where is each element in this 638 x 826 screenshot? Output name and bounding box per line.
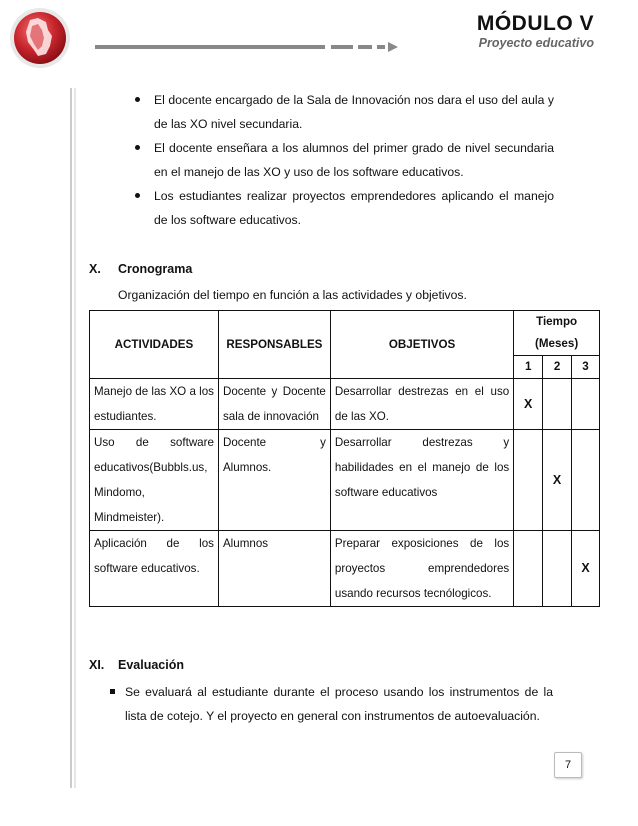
cell-mark: X [543, 430, 572, 531]
bullet-icon [135, 145, 140, 150]
list-item [154, 136, 554, 184]
square-bullet-icon [110, 689, 115, 694]
cell-actividad: Manejo de las XO a los estudiantes. [90, 379, 219, 430]
cell-responsables: Docente y Alumnos. [218, 430, 330, 531]
header-tiempo: Tiempo [514, 311, 600, 334]
cell-objetivos: Desarrollar destrezas y habilidades en el manejo de los software educativos [330, 430, 513, 531]
cell-empty [572, 430, 600, 531]
list-item-text: El docente encargado de la Sala de Innovación nos dara el uso del aula y de las XO nivel secundaria. [154, 93, 554, 131]
header-objetivos: OBJETIVOS [330, 311, 513, 379]
header-actividades: ACTIVIDADES [90, 311, 219, 379]
left-margin-rule [68, 88, 78, 788]
header-responsables: RESPONSABLES [218, 311, 330, 379]
cell-objetivos: Preparar exposiciones de los proyectos emprendedores usando recursos tecnólogicos. [330, 531, 513, 607]
header-month-1: 1 [514, 356, 543, 379]
list-item [125, 680, 553, 728]
peru-map-logo [8, 6, 72, 70]
cell-actividad: Uso de software educativos(Bubbls.us, Mindomo, Mindmeister). [90, 430, 219, 531]
header-month-2: 2 [543, 356, 572, 379]
cell-responsables: Alumnos [218, 531, 330, 607]
section-number: XI. [89, 658, 105, 672]
list-item [154, 184, 554, 232]
header-arrow-line [95, 40, 400, 54]
table-row [90, 531, 600, 607]
cell-objetivos: Desarrollar destrezas en el uso de las XO. [330, 379, 513, 430]
bullet-icon [135, 97, 140, 102]
section-number: X. [89, 262, 101, 276]
list-item-text: Los estudiantes realizar proyectos emprendedores aplicando el manejo de los software educativos. [154, 189, 554, 227]
cell-actividad: Aplicación de los software educativos. [90, 531, 219, 607]
module-subtitle: Proyecto educativo [478, 36, 594, 50]
cell-empty [514, 430, 543, 531]
section-intro: Organización del tiempo en función a las actividades y objetivos. [118, 288, 467, 302]
section-title: Evaluación [118, 658, 184, 672]
cell-responsables: Docente y Docente sala de innovación [218, 379, 330, 430]
section-title: Cronograma [118, 262, 193, 276]
cell-empty [514, 531, 543, 607]
header-month-3: 3 [572, 356, 600, 379]
cell-mark: X [572, 531, 600, 607]
list-item-text: Se evaluará al estudiante durante el proceso usando los instrumentos de la lista de cotejo. Y el proyecto en general con instrumentos de autoevaluación. [125, 685, 553, 723]
cell-mark: X [514, 379, 543, 430]
cell-empty [543, 379, 572, 430]
schedule-table [89, 310, 600, 607]
list-item [154, 88, 554, 136]
module-title: MÓDULO V [476, 12, 594, 35]
cell-empty [543, 531, 572, 607]
header-meses: (Meses) [514, 333, 600, 356]
table-row [90, 379, 600, 430]
list-item-text: El docente enseñara a los alumnos del primer grado de nivel secundaria en el manejo de las XO y uso de los software educativos. [154, 141, 554, 179]
table-row [90, 430, 600, 531]
page-number: 7 [554, 752, 582, 778]
bullet-icon [135, 193, 140, 198]
cell-empty [572, 379, 600, 430]
